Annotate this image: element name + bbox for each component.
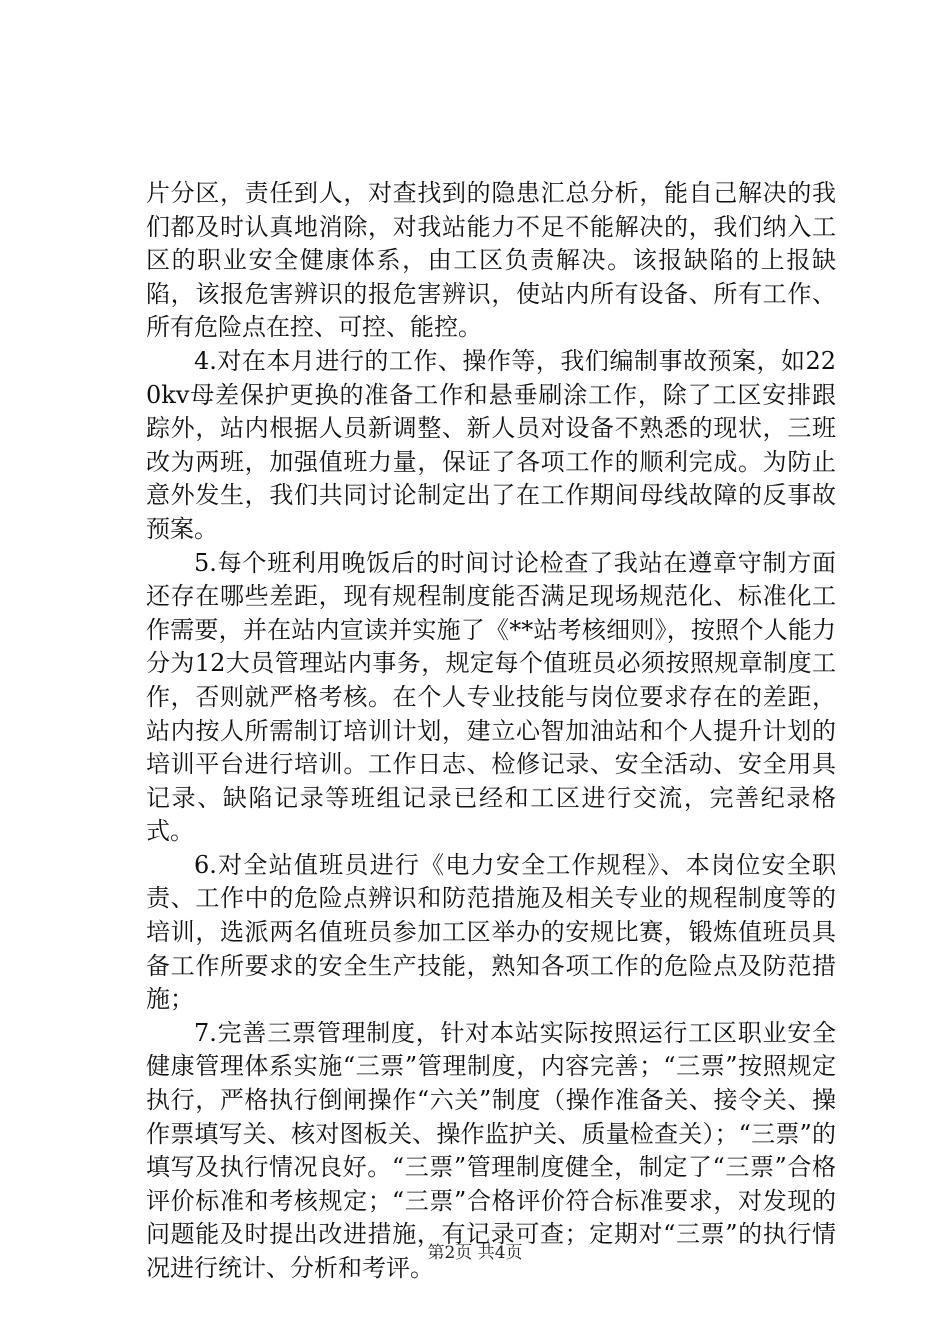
paragraph-continuation: 片分区，责任到人，对查找到的隐患汇总分析，能自己解决的我们都及时认真地消除，对我站能力不足不能解决的，我们纳入工区的职业安全健康体系，由工区负责解决。该报缺陷的上报缺陷，该报危害辨识的报危害辨识，使站内所有设备、所有工作、所有危险点在控、可控、能控。 xyxy=(146,179,836,342)
paragraph-item-6: 6.对全站值班员进行《电力安全工作规程》、本岗位安全职责、工作中的危险点辨识和防范措施及相关专业的规程制度等的培训，选派两名值班员参加工区举办的安规比赛，锻炼值班员具备工作所要求的安全生产技能，熟知各项工作的危险点及防范措施； xyxy=(146,850,836,1014)
paragraph-item-4: 4.对在本月进行的工作、操作等，我们编制事故预案，如220kv母差保护更换的准备工作和悬垂刷涂工作，除了工区安排跟踪外，站内根据人员新调整、新人员对设备不熟悉的现状，三班改为两班，加强值班力量，保证了各项工作的顺利完成。为防止意外发生，我们共同讨论制定出了在工作期间母线故障的反事故预案。 xyxy=(146,346,836,543)
page-number-footer: 第2页 共4页 xyxy=(427,1243,523,1263)
paragraph-item-5: 5.每个班利用晚饭后的时间讨论检查了我站在遵章守制方面还存在哪些差距，现有规程制度能否满足现场规范化、标准化工作需要，并在站内宣读并实施了《**站考核细则》，按照个人能力分为12大员管理站内事务，规定每个值班员必须按照规章制度工作，否则就严格考核。在个人专业技能与岗位要求存在的差距，站内按人所需制订培训计划，建立心智加油站和个人提升计划的培训平台进行培训。工作日志、检修记录、安全活动、安全用具记录、缺陷记录等班组记录已经和工区进行交流，完善纪录格式。 xyxy=(146,548,836,846)
paragraph-item-7: 7.完善三票管理制度，针对本站实际按照运行工区职业安全健康管理体系实施“三票”管理制度，内容完善；“三票”按照规定执行，严格执行倒闸操作“六关”制度（操作准备关、接令关、操作票填写关、核对图板关、操作监护关、质量检查关）；“三票”的填写及执行情况良好。“三票”管理制度健全，制定了“三票”合格评价标准和考核规定；“三票”合格评价符合标准要求，对发现的问题能及时提出改进措施，有记录可查；定期对“三票”的执行情况进行统计、分析和考评。 xyxy=(146,1018,836,1282)
document-body xyxy=(146,177,836,1286)
